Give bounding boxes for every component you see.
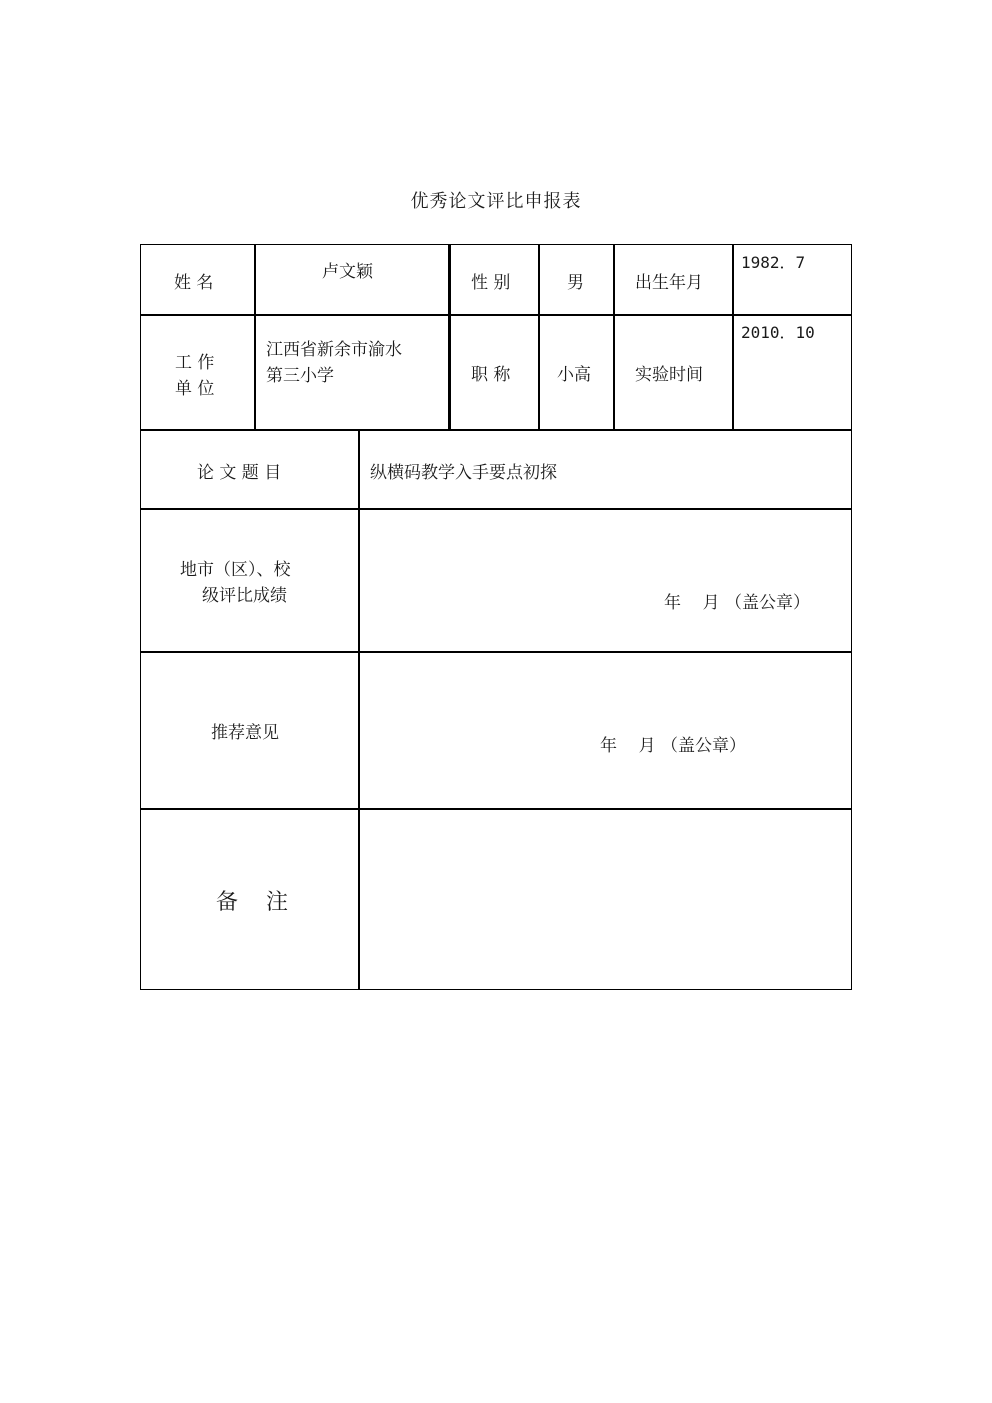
unit-label-line2: 单 位 xyxy=(175,379,215,399)
rank-value: 小高 xyxy=(557,365,591,385)
page-title: 优秀论文评比申报表 xyxy=(410,191,582,212)
school-eval-label-line1: 地市（区）、校 xyxy=(180,560,291,580)
birth-value: 1982．7 xyxy=(741,253,806,272)
name-label: 姓 名 xyxy=(174,273,214,293)
row-divider xyxy=(140,508,852,510)
recommend-label: 推荐意见 xyxy=(211,723,279,743)
gender-label: 性 别 xyxy=(471,273,511,293)
unit-value-line1: 江西省新余市渝水 xyxy=(266,340,402,360)
recommend-stamp: 年 月 （盖公章） xyxy=(600,736,747,756)
row-divider xyxy=(140,429,852,431)
birth-label: 出生年月 xyxy=(635,273,703,293)
unit-value-line2: 第三小学 xyxy=(266,366,334,386)
column-divider xyxy=(538,244,540,430)
row-divider xyxy=(140,314,852,316)
column-divider xyxy=(254,244,256,430)
remarks-label: 备 注 xyxy=(216,890,288,915)
unit-label-line1: 工 作 xyxy=(175,353,215,373)
column-divider xyxy=(613,244,615,430)
row-divider xyxy=(140,808,852,810)
topic-value: 纵横码教学入手要点初探 xyxy=(370,463,557,483)
rank-label: 职 称 xyxy=(471,365,511,385)
column-divider xyxy=(732,244,734,430)
school-eval-label-line2: 级评比成绩 xyxy=(202,586,287,606)
application-form-table xyxy=(140,244,852,990)
name-value: 卢文颖 xyxy=(322,262,373,282)
row-divider xyxy=(140,651,852,653)
topic-label: 论 文 题 目 xyxy=(197,463,282,483)
column-divider xyxy=(358,429,360,989)
exp-value: 2010．10 xyxy=(741,323,815,342)
column-divider xyxy=(448,244,451,430)
gender-value: 男 xyxy=(567,273,584,293)
school-eval-stamp: 年 月 （盖公章） xyxy=(664,593,811,613)
exp-label: 实验时间 xyxy=(635,365,703,385)
